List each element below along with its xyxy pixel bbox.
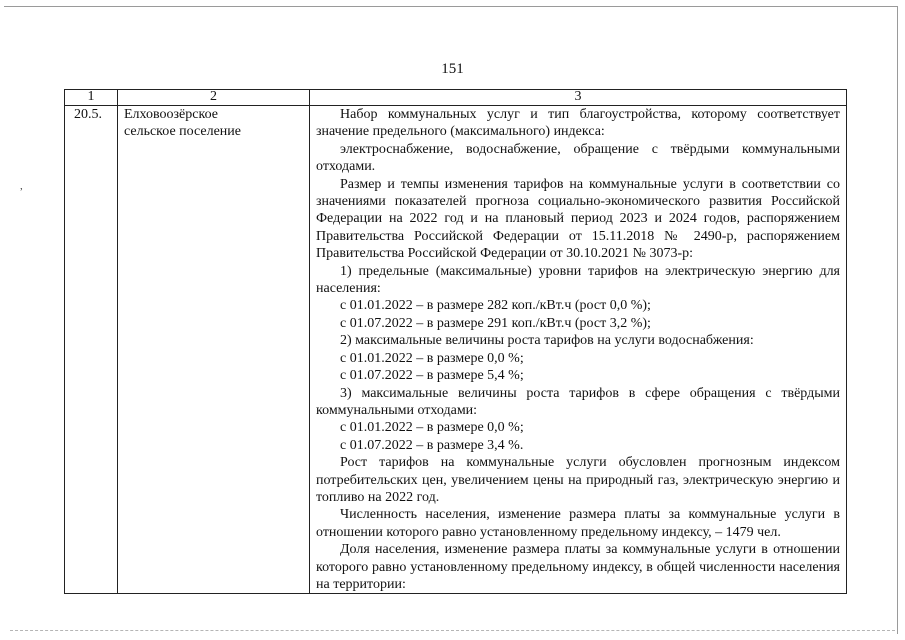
tariff-table (64, 89, 847, 594)
header-col-1: 1 (65, 90, 118, 106)
settlement-name-line-2: сельское поселение (124, 124, 241, 140)
row-number: 20.5. (65, 106, 118, 594)
header-col-2: 2 (118, 90, 310, 106)
paragraph: с 01.07.2022 – в размере 3,4 %. (340, 437, 524, 453)
description-cell (310, 106, 847, 594)
paragraph: 3) максимальные величины роста тарифов в сфере обращения с твёрдыми коммунальными отходами: (316, 385, 840, 418)
scan-mark: , (20, 180, 23, 192)
paragraph: с 01.07.2022 – в размере 5,4 %; (340, 368, 524, 384)
header-col-3: 3 (310, 90, 847, 106)
settlement-name-cell (118, 106, 310, 594)
paragraph: Доля населения, изменение размера платы за коммунальные услуги в отношении которого равно установленному предельному индексу, в общей численности населения на территории: (316, 542, 840, 592)
paragraph: Рост тарифов на коммунальные услуги обусловлен прогнозным индексом потребительских цен, увеличением цены на природный газ, электрическую энергию и топливо на 2022 год. (316, 455, 840, 505)
paragraph: Набор коммунальных услуг и тип благоустройства, которому соответствует значение предельного (максимального) индекса: (316, 107, 840, 140)
paragraph: с 01.01.2022 – в размере 0,0 %; (340, 420, 524, 436)
paragraph: с 01.01.2022 – в размере 282 коп./кВт.ч (рост 0,0 %); (340, 298, 651, 314)
table-header-row (65, 90, 847, 106)
paragraph: электроснабжение, водоснабжение, обращение с твёрдыми коммунальными отходами. (316, 141, 840, 175)
paragraph: с 01.01.2022 – в размере 0,0 %; (340, 350, 524, 366)
paragraph: с 01.07.2022 – в размере 291 коп./кВт.ч (рост 3,2 %); (340, 315, 651, 331)
page-bottom-edge (10, 630, 895, 631)
settlement-name-line-1: Елховоозёрское (124, 107, 218, 122)
paragraph: Размер и темпы изменения тарифов на коммунальные услуги в соответствии со значениями показателей прогноза социально-экономического развития Российской Федерации на 2022 год и на плановый период 2023 и 2024 годов, распоряжением Правительства Российской Федерации от 15.11.2018 № 2490-р, распоряжением Правительства Российской Федерации от 30.10.2021 № 3073-р: (316, 176, 840, 262)
page-number: 151 (441, 61, 464, 77)
paragraph: Численность населения, изменение размера платы за коммунальные услуги в отношении которого равно установленному предельному индексу, – 1479 чел. (316, 507, 840, 540)
table-row (65, 106, 847, 594)
paragraph: 1) предельные (максимальные) уровни тарифов на электрическую энергию для населения: (316, 263, 840, 297)
paragraph: 2) максимальные величины роста тарифов на услуги водоснабжения: (340, 333, 754, 349)
